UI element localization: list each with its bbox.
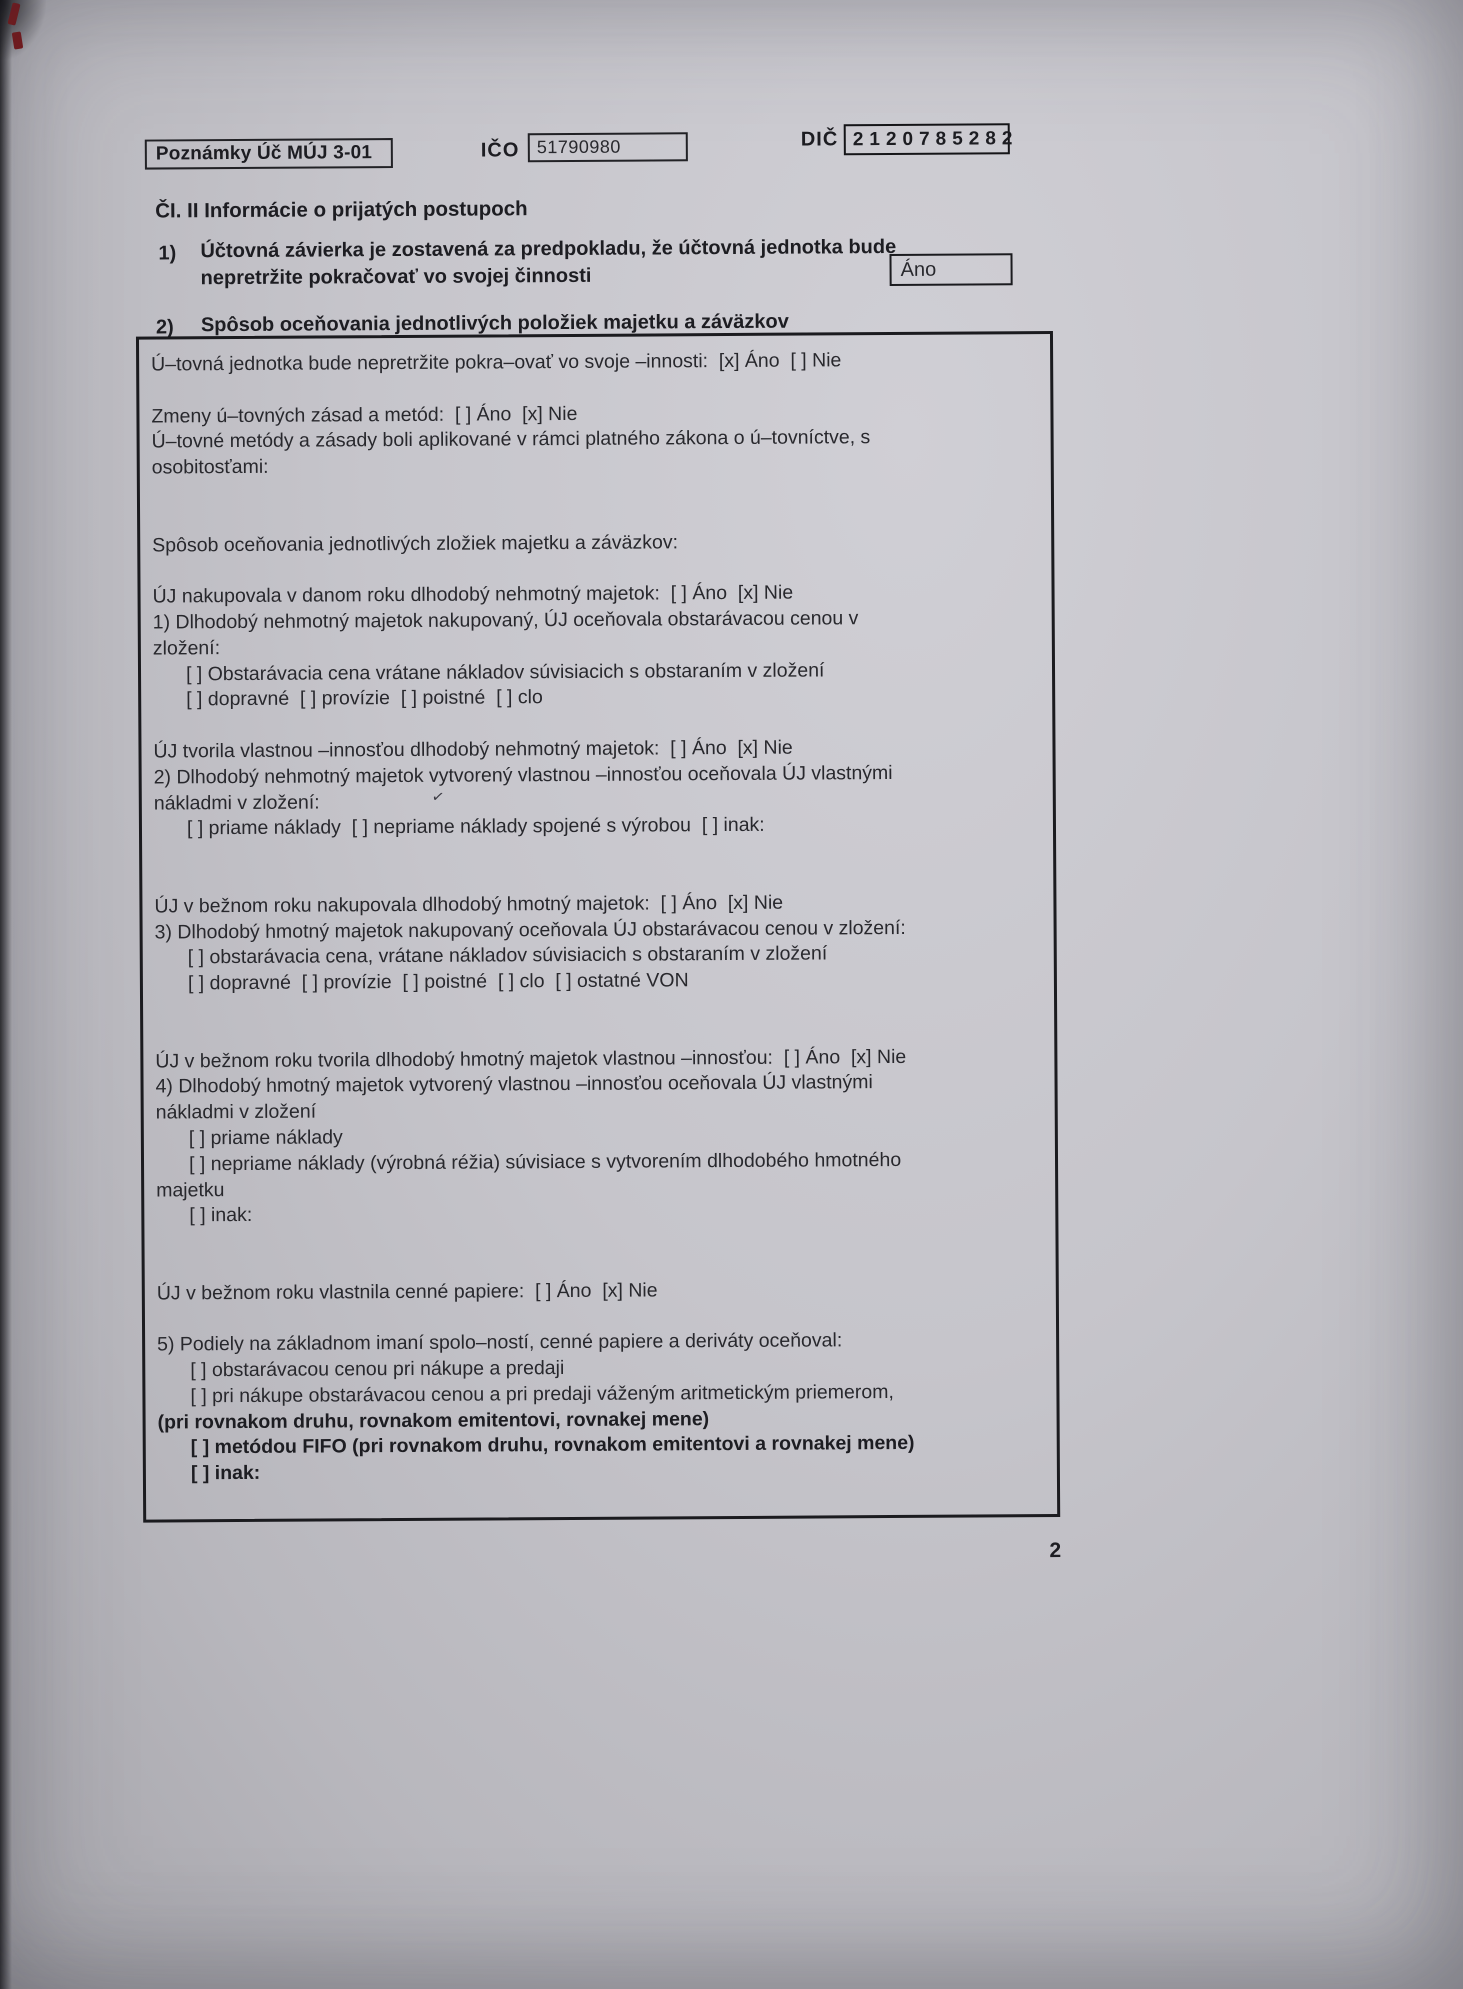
box-text-line: [ ] inak: — [190, 1462, 261, 1485]
box-text-line: [ ] metódou FIFO (pri rovnakom druhu, rovnakom emitentovi a rovnakej mene) — [190, 1432, 915, 1459]
page-number: 2 — [1049, 1538, 1062, 1563]
box-text-line: nákladmi v zložení — [155, 1100, 317, 1124]
item1-number: 1) — [158, 242, 177, 265]
box-text-line: 5) Podiely na základnom imaní spolo–ností, cenné papiere a deriváty oceňoval: — [157, 1329, 843, 1356]
box-text-line: [ ] priame náklady [ ] nepriame náklady spojené s výrobou [ ] inak: — [186, 814, 765, 840]
ico-label: IČO — [480, 139, 520, 162]
box-text-line: ÚJ v bežnom roku vlastnila cenné papiere: [ ] Áno [x] Nie — [156, 1279, 658, 1305]
box-text-line: ÚJ nakupovala v danom roku dlhodobý nehmotný majetok: [ ] Áno [x] Nie — [152, 581, 794, 608]
box-text-line: 1) Dlhodobý nehmotný majetok nakupovaný, ÚJ oceňovala obstarávacou cenou v — [152, 607, 859, 634]
item1-answer: Áno — [900, 258, 937, 281]
box-text-line: [ ] inak: — [189, 1204, 253, 1227]
box-text-line: nákladmi v zložení: — [153, 791, 320, 815]
item2-text: Spôsob oceňovania jednotlivých položiek majetku a záväzkov — [200, 310, 789, 337]
box-text-line: zložení: — [152, 636, 221, 660]
form-code-box — [145, 138, 393, 170]
box-text-line: [ ] priame náklady — [188, 1126, 343, 1150]
box-text-line: Spôsob oceňovania jednotlivých zložiek majetku a záväzkov: — [152, 530, 679, 557]
box-text-line: osobitosťami: — [151, 456, 269, 479]
valuation-details-box — [136, 331, 1060, 1523]
item1-answer-box — [889, 253, 1012, 286]
section-title: ČI. II Informácie o prijatých postupoch — [155, 197, 528, 223]
ico-value: 51790980 — [536, 136, 621, 158]
box-text-line: Ú–tovné metódy a zásady boli aplikované v rámci platného zákona o ú–tovníctve, s — [151, 426, 871, 453]
item1-text-line1: Účtovná závierka je zostavená za predpokladu, že účtovná jednotka bude — [200, 235, 897, 263]
box-text-line: [ ] nepriame náklady (výrobná réžia) súvisiace s vytvorením dlhodobého hmotného — [188, 1148, 902, 1176]
box-text-line: [ ] dopravné [ ] provízie [ ] poistné [ ] clo — [186, 686, 543, 711]
item1-text-line2: nepretržite pokračovať vo svojej činnosti — [200, 264, 592, 290]
box-text-line: [ ] obstarávacou cenou pri nákupe a predaji — [190, 1357, 565, 1382]
box-text-line: [ ] dopravné [ ] provízie [ ] poistné [ ] clo [ ] ostatné VON — [187, 969, 689, 995]
box-text-line: 3) Dlhodobý hmotný majetok nakupovaný oceňovala ÚJ obstarávacou cenou v zložení: — [154, 916, 906, 944]
box-text-line: [ ] pri nákupe obstarávacou cenou a pri predaji váženým aritmetickým priemerom, — [190, 1380, 894, 1408]
box-text-line: 2) Dlhodobý nehmotný majetok vytvorený vlastnou –innosťou oceňovala ÚJ vlastnými — [153, 761, 893, 789]
dic-value: 2120785282 — [852, 127, 1019, 150]
form-code-text: Poznámky Úč MÚJ 3-01 — [155, 142, 373, 165]
box-text-line: ÚJ tvorila vlastnou –innosťou dlhodobý nehmotný majetok: [ ] Áno [x] Nie — [153, 736, 793, 763]
box-text-line: Ú–tovná jednotka bude nepretržite pokra–ovať vo svoje –innosti: [x] Áno [ ] Nie — [151, 349, 842, 376]
box-text-line: majetku — [156, 1178, 225, 1202]
box-text-line: [ ] Obstarávacia cena vrátane nákladov súvisiacich s obstaraním v zložení — [185, 658, 825, 685]
box-text-line: Zmeny ú–tovných zásad a metód: [ ] Áno [x] Nie — [151, 402, 578, 428]
box-text-line: (pri rovnakom druhu, rovnakom emitentovi, rovnakej mene) — [157, 1407, 710, 1434]
dic-value-box — [844, 123, 1019, 155]
box-text-line: 4) Dlhodobý hmotný majetok vytvorený vlastnou –innosťou oceňovala ÚJ vlastnými — [155, 1071, 873, 1098]
box-text-line: [ ] obstarávacia cena, vrátane nákladov súvisiacich s obstaraním v zložení — [187, 942, 828, 969]
dic-label: DIČ — [800, 128, 839, 151]
box-text-line: ÚJ v bežnom roku nakupovala dlhodobý hmotný majetok: [ ] Áno [x] Nie — [154, 891, 784, 918]
handwritten-check-mark: ✓ — [430, 787, 446, 807]
box-text-line: ÚJ v bežnom roku tvorila dlhodobý hmotný majetok vlastnou –innosťou: [ ] Áno [x] Nie — [155, 1045, 907, 1073]
ico-value-box — [528, 132, 688, 162]
item2-number: 2) — [155, 316, 174, 339]
